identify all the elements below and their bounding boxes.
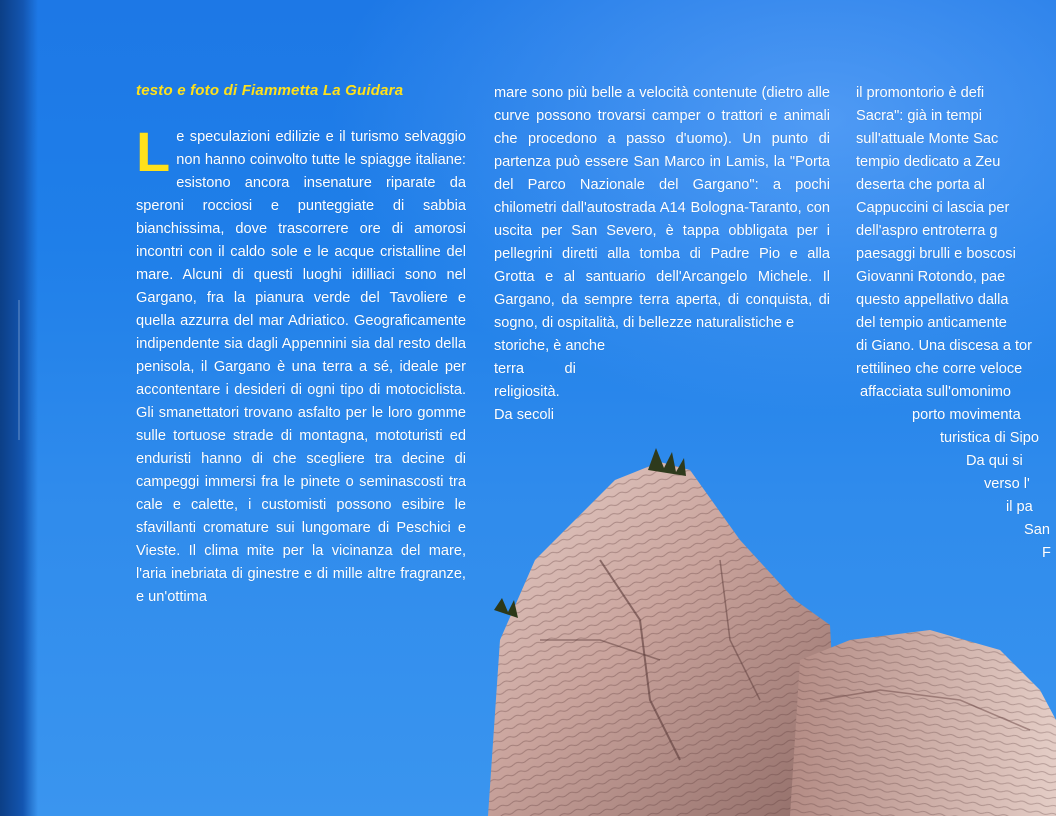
column-3-line: Da qui si	[966, 453, 1023, 469]
article-column-1	[136, 120, 466, 609]
column-3-line: di Giano. Una discesa a tor	[856, 338, 1033, 354]
column-3-line: il pa	[1006, 499, 1033, 515]
column-3-line: turistica di Sipo	[940, 430, 1039, 446]
column-3-line: tempio dedicato a Zeu	[856, 154, 1001, 170]
column-2-line-2: terra di	[494, 361, 576, 377]
column-3-line: F	[1042, 545, 1051, 561]
column-2-line-3: religiosità.	[494, 384, 560, 400]
column-2-line-4: Da secoli	[494, 407, 555, 423]
column-3-line: Cappuccini ci lascia per	[856, 200, 1010, 216]
column-2-line-1: storiche, è anche	[494, 338, 606, 354]
article-byline: testo e foto di Fiammetta La Guidara	[136, 82, 404, 99]
column-1-text: e speculazioni edilizie e il turismo selvaggio non hanno coinvolto tutte le spiagge italiane: esistono ancora insenature riparate da speroni rocciosi e punteggiate di sabbia bianchissima, dove trascorrere ore di amorosi incontri con il caldo sole e le acque cristalline del mare. Alcuni di questi luoghi idilliaci sono nel Gargano, fra la pianura verde del Tavoliere e quella azzurra del mar Adriatico. Geograficamente indipendente sia dagli Appennini sia dal resto della penisola, il Gargano è una terra a sé, ideale per accontentare i desideri di ogni tipo di motociclista. Gli smanettatori trovano asfalto per le loro gomme sulle tortuose strade di montagna, mototuristi ed enduristi hanno di che scegliere tra decine di campeggi immersi fra le pinete o seminascosti tra cale e calette, i customisti possono esibire le sfavillanti cromature sui lungomare di Peschici e Vieste. Il clima mite per la vicinanza del mare, l'aria inebriata di ginestre e di mille altre fragranze, e un'ottima	[136, 129, 466, 605]
article-column-2	[494, 82, 830, 427]
column-3-line: verso l'	[984, 476, 1030, 492]
column-3-line: il promontorio è defi	[856, 85, 985, 101]
column-3-line: San	[1024, 522, 1050, 538]
column-3-line: del tempio anticamente	[856, 315, 1007, 331]
column-3-line: porto movimenta	[912, 407, 1021, 423]
column-3-line: dell'aspro entroterra g	[856, 223, 998, 239]
column-3-line: rettilineo che corre veloce	[856, 361, 1023, 377]
column-3-line: Sacra": già in tempi	[856, 108, 983, 124]
article-column-3	[856, 82, 1056, 565]
column-2-text: mare sono più belle a velocità contenute (dietro alle curve possono trovarsi camper o trattori e animali che procedono a passo d'uomo). Un punto di partenza può essere San Marco in Lamis, la "Porta del Parco Nazionale del Gargano": a pochi chilometri dall'autostrada A14 Bologna-Taranto, con uscita per San Severo, è tappa obbligata per i pellegrini diretti alla tomba di Padre Pio e alla Grotta e al santuario dell'Arcangelo Michele. Il Gargano, da sempre terra aperta, di conquista, di sogno, di ospitalità, di bellezze naturalistiche e	[494, 85, 830, 331]
column-3-line: Giovanni Rotondo, pae	[856, 269, 1006, 285]
drop-cap: L	[136, 120, 171, 183]
column-3-line: deserta che porta al	[856, 177, 985, 193]
column-3-line: sull'attuale Monte Sac	[856, 131, 999, 147]
column-3-line: questo appellativo dalla	[856, 292, 1009, 308]
column-3-line: paesaggi brulli e boscosi	[856, 246, 1016, 262]
column-3-line: affacciata sull'omonimo	[860, 384, 1011, 400]
